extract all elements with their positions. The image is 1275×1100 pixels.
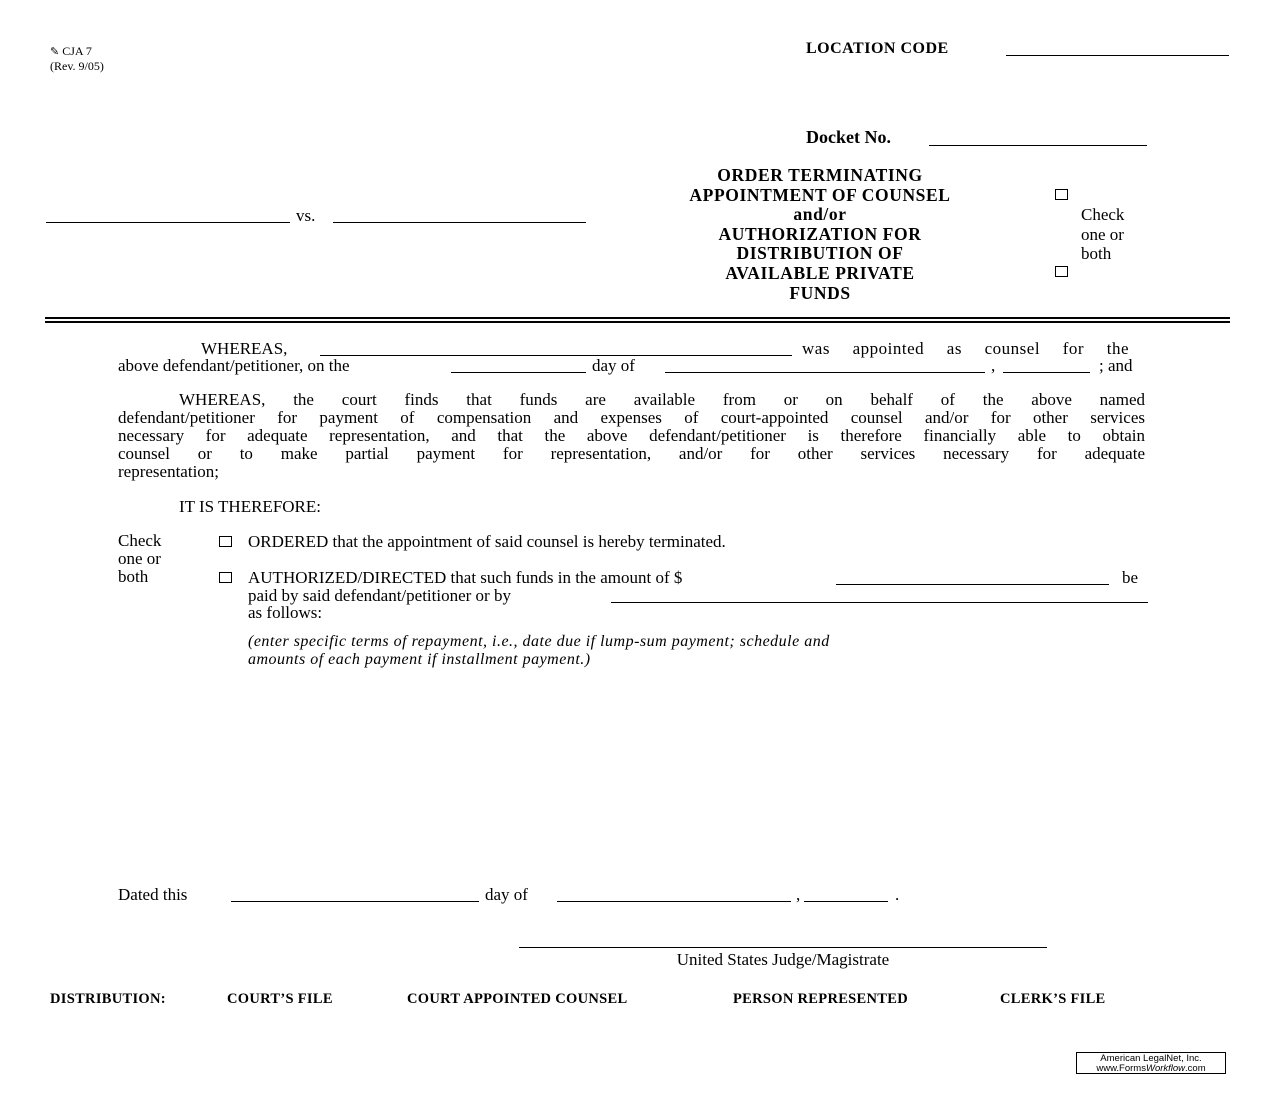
- day-of-label: day of: [592, 356, 635, 375]
- dated-month-field[interactable]: [557, 901, 791, 902]
- party-two-field[interactable]: [333, 222, 586, 223]
- docket-number-field[interactable]: [929, 145, 1147, 146]
- dated-day-field[interactable]: [231, 901, 479, 902]
- whereas-appointed-text: was appointed as counsel for the: [802, 339, 1129, 358]
- therefore-heading: IT IS THEREFORE:: [179, 497, 321, 516]
- whereas-findings-paragraph: WHEREAS, the court finds that funds are available from or on behalf of the above named defendant/petitioner for payment of compensation and expenses of court-appointed counsel and/or for other services necessary for adequate representation, and that the above defendant/petitioner is therefore financially able to obtain counsel or to make partial payment for representation, and/or for other services necessary for adequate representation;: [118, 390, 1145, 481]
- ordered-text: ORDERED that the appointment of said counsel is hereby terminated.: [248, 532, 726, 551]
- paid-by-field[interactable]: [611, 602, 1148, 603]
- appointment-year-field[interactable]: [1003, 372, 1090, 373]
- be-label: be: [1122, 568, 1139, 587]
- title-line: AUTHORIZATION FOR: [718, 223, 922, 244]
- distribution-label: DISTRIBUTION:: [50, 991, 166, 1007]
- caption-check-note: Check one or both: [1081, 205, 1125, 264]
- dated-day-of-label: day of: [485, 885, 528, 904]
- dated-period: .: [895, 885, 900, 904]
- docket-label: Docket No.: [806, 127, 891, 147]
- appointment-month-field[interactable]: [665, 372, 985, 373]
- distribution-courts-file: COURT’S FILE: [227, 991, 333, 1007]
- versus-label: vs.: [296, 206, 316, 225]
- order-check-note: Check one or both: [118, 531, 162, 586]
- title-line: APPOINTMENT OF COUNSEL: [689, 184, 951, 205]
- authorized-text: AUTHORIZED/DIRECTED that such funds in the amount of $: [248, 568, 683, 587]
- as-follows-text: as follows:: [248, 603, 323, 622]
- dated-year-field[interactable]: [804, 901, 888, 902]
- title-line: AVAILABLE PRIVATE: [725, 262, 915, 283]
- order-title: [640, 166, 1000, 303]
- ordered-terminated-checkbox[interactable]: [219, 536, 232, 547]
- repayment-instructions: (enter specific terms of repayment, i.e., date due if lump-sum payment; schedule and amounts of each payment if installment payment.): [248, 633, 830, 668]
- title-line: ORDER TERMINATING: [717, 165, 923, 185]
- distribution-person-represented: PERSON REPRESENTED: [733, 991, 909, 1007]
- whereas-label: WHEREAS,: [201, 339, 288, 358]
- title-line: and/or: [793, 204, 847, 225]
- counsel-name-field[interactable]: [320, 355, 792, 356]
- double-rule-divider: [45, 317, 1230, 323]
- location-code-label: LOCATION CODE: [806, 40, 949, 57]
- amount-field[interactable]: [836, 584, 1109, 585]
- distribution-appointed-counsel: COURT APPOINTED COUNSEL: [407, 991, 628, 1007]
- whereas-date-prefix: above defendant/petitioner, on the: [118, 356, 350, 375]
- form-id: CJA 7: [62, 44, 92, 58]
- judge-signature-line[interactable]: [519, 947, 1047, 948]
- distribution-funds-checkbox[interactable]: [1055, 266, 1068, 277]
- comma: ,: [991, 356, 996, 375]
- form-revision: (Rev. 9/05): [50, 59, 104, 73]
- form-id-block: [50, 44, 104, 73]
- pen-icon: ✎: [50, 46, 60, 58]
- paid-by-text: paid by said defendant/petitioner or by: [248, 586, 511, 605]
- publisher-site: www.FormsWorkflow.com: [1096, 1063, 1206, 1074]
- authorized-directed-checkbox[interactable]: [219, 572, 232, 583]
- judge-signature-label: United States Judge/Magistrate: [676, 950, 890, 969]
- location-code-field[interactable]: [1006, 55, 1229, 56]
- and-label: ; and: [1099, 356, 1133, 375]
- party-one-field[interactable]: [46, 222, 290, 223]
- dated-comma: ,: [796, 885, 801, 904]
- appointment-day-field[interactable]: [451, 372, 586, 373]
- repayment-terms-area[interactable]: [248, 675, 1148, 865]
- dated-this-label: Dated this: [118, 885, 188, 904]
- title-line: DISTRIBUTION OF: [736, 243, 904, 264]
- terminate-appointment-checkbox[interactable]: [1055, 189, 1068, 200]
- distribution-clerks-file: CLERK’S FILE: [1000, 991, 1106, 1007]
- publisher-badge: [1076, 1052, 1226, 1074]
- title-line: FUNDS: [789, 282, 851, 303]
- publisher-name: American LegalNet, Inc.: [1100, 1053, 1202, 1064]
